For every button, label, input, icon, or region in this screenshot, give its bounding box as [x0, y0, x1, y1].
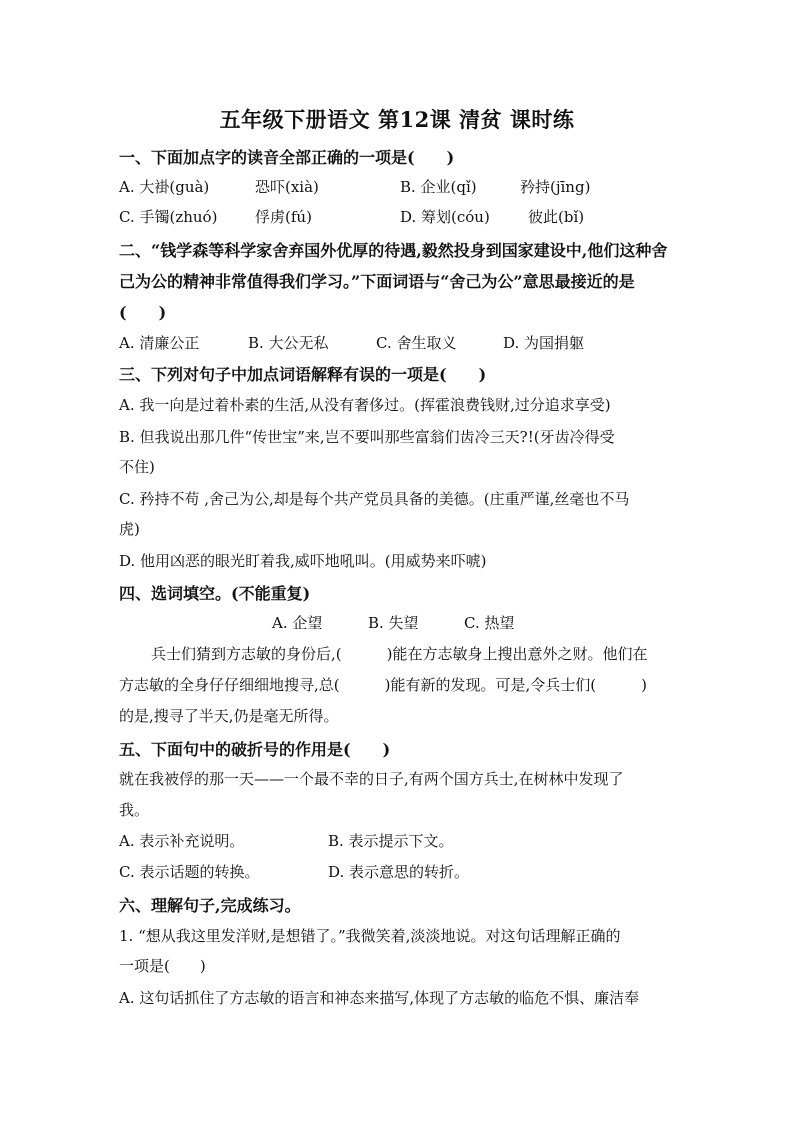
- q6-heading: 六、理解句子,完成练习。: [119, 896, 301, 915]
- q3-option-c-line-2: 虎): [119, 520, 140, 538]
- q1-heading: 一、下面加点字的读音全部正确的一项是( ): [119, 148, 455, 167]
- q4-option-b: B. 失望: [368, 614, 419, 632]
- q5-sentence-line-2: 我。: [119, 801, 150, 819]
- q3-option-d: D. 他用凶恶的眼光盯着我,威吓地吼叫。(用威势来吓唬): [119, 552, 487, 570]
- q3-option-c-line-1: C. 矜持不苟 ,舍己为公,却是每个共产党员具备的美德。(庄重严谨,丝毫也不马: [119, 490, 630, 508]
- q3-option-b-line-1: B. 但我说出那几件“传世宝”来,岂不要叫那些富翁们齿冷三天?!(牙齿冷得受: [119, 428, 615, 446]
- q4-paragraph-line-3: 的是,搜寻了半天,仍是毫无所得。: [119, 707, 339, 725]
- q1-option-b: B. 企业(qǐ): [400, 178, 477, 196]
- q1-option-c-word2: 俘虏(fú): [255, 208, 312, 226]
- q1-option-c: C. 手镯(zhuó): [119, 208, 218, 226]
- q5-option-c: C. 表示话题的转换。: [119, 863, 260, 881]
- q6-item-1-line-2: 一项是( ): [119, 957, 206, 975]
- q1-option-a: A. 大褂(guà): [119, 178, 210, 196]
- q3-heading: 三、下列对句子中加点词语解释有误的一项是( ): [119, 365, 487, 384]
- q2-option-c: C. 舍生取义: [376, 334, 457, 352]
- q5-option-b: B. 表示提示下文。: [328, 832, 454, 850]
- q5-option-a: A. 表示补充说明。: [119, 832, 245, 850]
- q2-line-3: ( ): [119, 303, 167, 322]
- q5-sentence-line-1: 就在我被俘的那一天——一个最不幸的日子,有两个国方兵士,在树林中发现了: [119, 770, 624, 788]
- q1-option-d: D. 筹划(cóu): [400, 208, 490, 226]
- q2-option-b: B. 大公无私: [248, 334, 329, 352]
- q6-item-1-option-a: A. 这句话抓住了方志敏的语言和神态来描写,体现了方志敏的临危不惧、廉洁奉: [119, 989, 640, 1007]
- q6-item-1-line-1: 1. “想从我这里发洋财,是想错了。”我微笑着,淡淡地说。对这句话理解正确的: [119, 927, 621, 945]
- q3-option-b-line-2: 不住): [119, 458, 155, 476]
- q4-paragraph-line-2: 方志敏的全身仔仔细细地搜寻,总( )能有新的发现。可是,令兵士们( ): [119, 676, 647, 694]
- q1-option-a-word2: 恐吓(xià): [255, 178, 319, 196]
- q1-option-b-word2: 矜持(jīng): [520, 178, 591, 196]
- q3-option-a: A. 我一向是过着朴素的生活,从没有奢侈过。(挥霍浪费钱财,过分追求享受): [119, 396, 611, 414]
- q2-line-2: 己为公的精神非常值得我们学习。”下面词语与“舍己为公”意思最接近的是: [119, 272, 635, 291]
- q4-option-c: C. 热望: [464, 614, 515, 632]
- q5-option-d: D. 表示意思的转折。: [328, 863, 470, 881]
- q2-option-a: A. 清廉公正: [119, 334, 200, 352]
- q4-option-a: A. 企望: [272, 614, 323, 632]
- q4-heading: 四、选词填空。(不能重复): [119, 584, 311, 603]
- q2-line-1: 二、“钱学森等科学家舍弃国外优厚的待遇,毅然投身到国家建设中,他们这种舍: [119, 241, 668, 260]
- page-title: 五年级下册语文 第12课 清贫 课时练: [219, 107, 575, 132]
- q4-paragraph-line-1: 兵士们猜到方志敏的身份后,( )能在方志敏身上搜出意外之财。他们在: [151, 645, 648, 663]
- q1-option-d-word2: 彼此(bǐ): [528, 208, 585, 226]
- q5-heading: 五、下面句中的破折号的作用是( ): [119, 740, 391, 759]
- q2-option-d: D. 为国捐躯: [503, 334, 585, 352]
